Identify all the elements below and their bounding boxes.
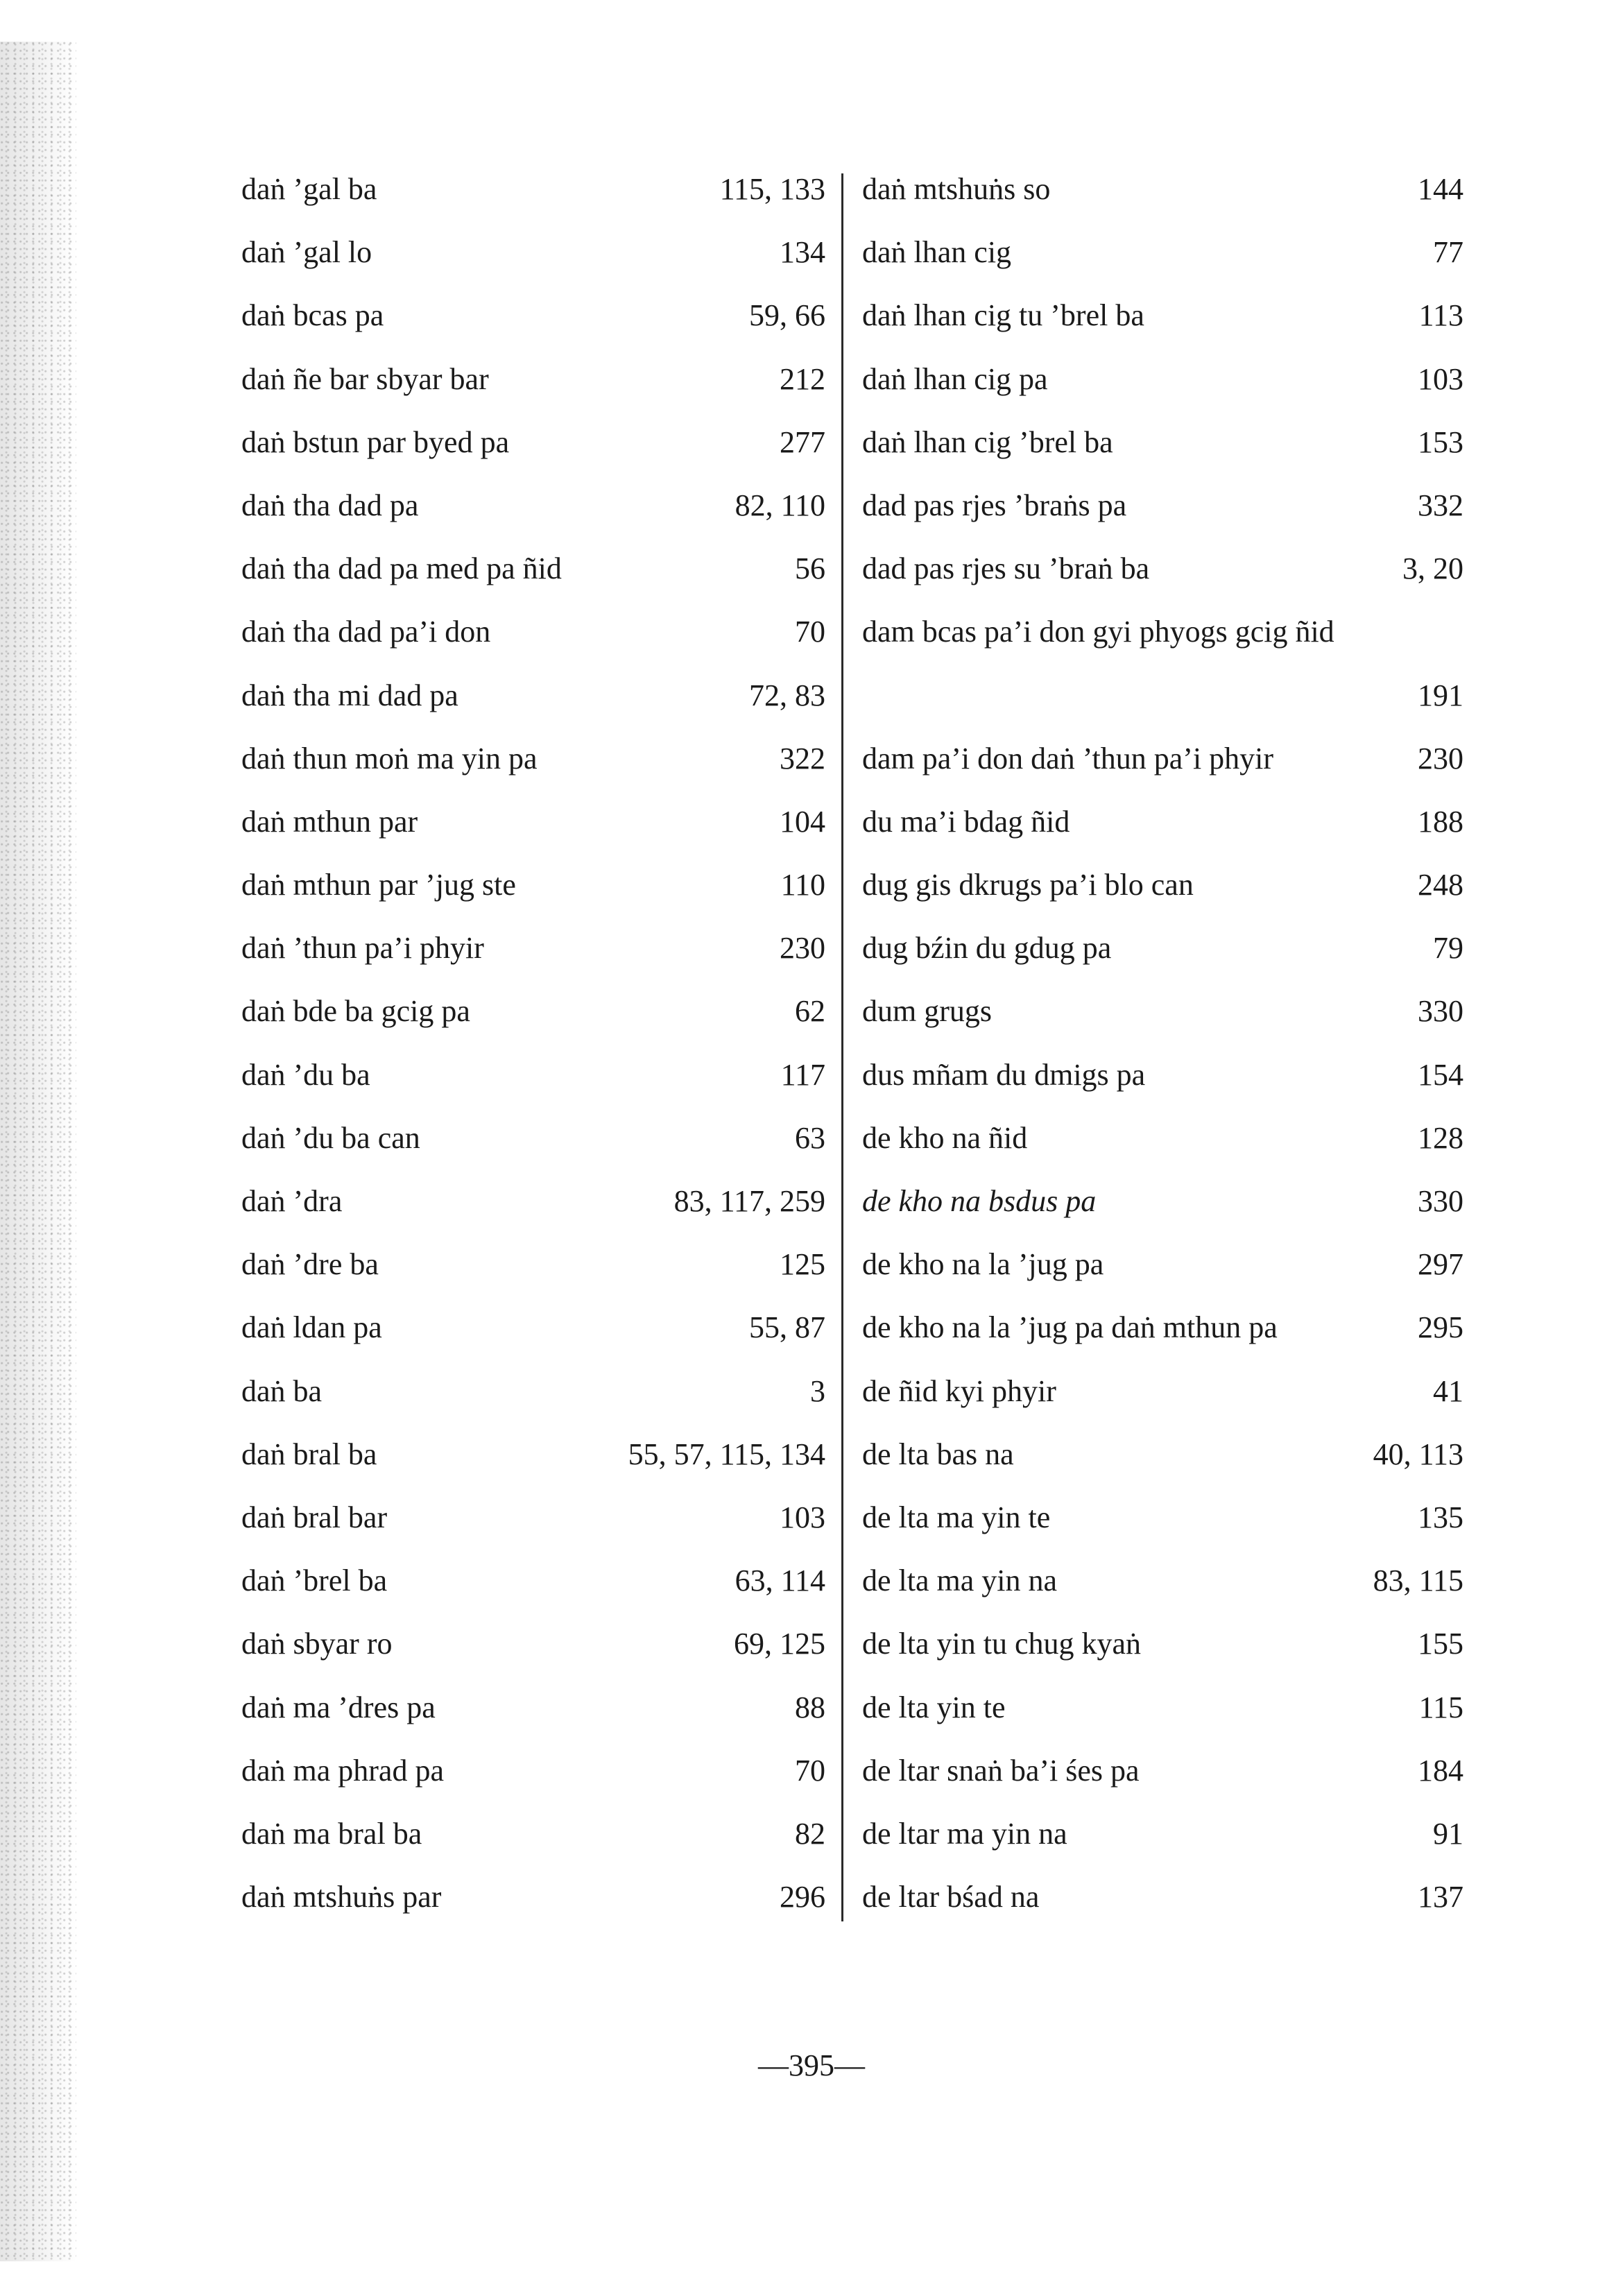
index-column-right — [857, 169, 1463, 1939]
index-page-refs: 113 — [1418, 298, 1463, 333]
index-page-refs: 104 — [780, 804, 825, 839]
index-entry — [857, 1560, 1463, 1623]
index-term: daṅ mthun par ’jug ste — [241, 868, 516, 902]
index-page-refs: 230 — [1418, 741, 1463, 776]
index-term: de ltar bśad na — [862, 1880, 1040, 1914]
index-page-refs: 72, 83 — [749, 678, 825, 712]
index-entry — [857, 1876, 1463, 1939]
index-term: daṅ lhan cig pa — [862, 361, 1048, 396]
index-page-refs: 56 — [795, 551, 825, 586]
index-term: daṅ ldan pa — [241, 1310, 382, 1345]
index-term: de lta yin tu chug kyaṅ — [862, 1627, 1142, 1661]
index-term: dad pas rjes su ’braṅ ba — [862, 551, 1150, 586]
index-entry — [857, 1623, 1463, 1686]
index-page-refs: 115, 133 — [719, 172, 825, 206]
index-entry — [236, 1687, 825, 1750]
index-term: daṅ bde ba gcig pa — [241, 994, 470, 1029]
index-entry — [236, 1307, 825, 1370]
index-page-refs: 212 — [780, 361, 825, 396]
index-entry — [857, 864, 1463, 927]
index-term: de lta bas na — [862, 1437, 1014, 1471]
index-entry — [236, 1054, 825, 1117]
index-entry — [857, 1181, 1463, 1244]
index-term: daṅ ’dre ba — [241, 1247, 379, 1282]
index-page-refs: 297 — [1418, 1247, 1463, 1282]
index-term: daṅ ’thun pa’i phyir — [241, 931, 484, 966]
index-page-refs: 3, 20 — [1402, 551, 1463, 586]
index-page-refs: 277 — [780, 425, 825, 459]
index-term: daṅ tha dad pa’i don — [241, 615, 491, 649]
index-entry — [857, 359, 1463, 422]
index-page-refs: 188 — [1418, 804, 1463, 839]
index-page-refs: 69, 125 — [734, 1627, 825, 1661]
index-page-refs: 103 — [780, 1500, 825, 1534]
index-page-refs: 115 — [1418, 1690, 1463, 1724]
index-page-refs: 330 — [1418, 1184, 1463, 1218]
index-entry — [857, 1813, 1463, 1876]
index-term: daṅ ’gal ba — [241, 172, 377, 206]
index-entry — [236, 738, 825, 801]
index-term: de ltar snaṅ ba’i śes pa — [862, 1753, 1140, 1788]
index-page-refs: 62 — [795, 994, 825, 1029]
index-page-refs: 63 — [795, 1120, 825, 1155]
index-term: daṅ mtshuṅs so — [862, 172, 1051, 206]
index-entry — [857, 1750, 1463, 1813]
index-term: de lta ma yin na — [862, 1563, 1058, 1598]
index-entry — [236, 295, 825, 358]
index-term: daṅ ma ’dres pa — [241, 1690, 436, 1724]
index-page-refs: 82 — [795, 1816, 825, 1851]
index-term: daṅ ma phrad pa — [241, 1753, 444, 1788]
index-term: dam bcas pa’i don gyi phyogs gcig ñid — [862, 615, 1334, 649]
index-entry — [857, 1307, 1463, 1370]
index-entry — [236, 991, 825, 1054]
index-entry — [236, 1371, 825, 1434]
index-page-refs: 40, 113 — [1373, 1437, 1463, 1471]
index-term: de ltar ma yin na — [862, 1816, 1067, 1851]
index-term: daṅ lhan cig tu ’brel ba — [862, 298, 1144, 333]
index-page-refs: 155 — [1418, 1627, 1463, 1661]
index-page-refs: 3 — [810, 1373, 825, 1408]
index-page-refs: 83, 117, 259 — [673, 1184, 825, 1218]
index-column-left — [236, 169, 825, 1939]
index-term: daṅ bcas pa — [241, 298, 384, 333]
index-term: daṅ ’gal lo — [241, 235, 372, 270]
index-page-refs: 248 — [1418, 868, 1463, 902]
index-term: daṅ ma bral ba — [241, 1816, 422, 1851]
index-entry — [236, 1623, 825, 1686]
index-term: daṅ lhan cig — [862, 235, 1012, 270]
index-page-refs: 79 — [1433, 931, 1463, 966]
index-term: de kho na ñid — [862, 1120, 1028, 1155]
index-term: daṅ ba — [241, 1373, 323, 1408]
index-term: dam pa’i don daṅ ’thun pa’i phyir — [862, 741, 1274, 776]
index-entry — [236, 1434, 825, 1497]
index-page-refs: 41 — [1433, 1373, 1463, 1408]
index-term: de lta ma yin te — [862, 1500, 1051, 1534]
index-page-refs: 70 — [795, 1753, 825, 1788]
index-entry — [857, 675, 1463, 738]
index-page-refs: 332 — [1418, 488, 1463, 522]
index-page-refs: 296 — [780, 1880, 825, 1914]
index-entry — [857, 1244, 1463, 1307]
index-page-refs: 134 — [780, 235, 825, 270]
index-term: daṅ lhan cig ’brel ba — [862, 425, 1113, 459]
index-term: daṅ tha dad pa med pa ñid — [241, 551, 562, 586]
index-entry — [857, 801, 1463, 864]
index-entry — [857, 232, 1463, 295]
index-entry — [857, 169, 1463, 232]
index-page-refs: 230 — [780, 931, 825, 966]
index-term: de lta yin te — [862, 1690, 1006, 1724]
index-entry — [857, 991, 1463, 1054]
index-term: dug gis dkrugs pa’i blo can — [862, 868, 1194, 902]
index-entry — [857, 295, 1463, 358]
index-entry — [857, 1117, 1463, 1181]
index-entry — [236, 548, 825, 611]
index-page-refs: 88 — [795, 1690, 825, 1724]
index-page-refs: 144 — [1418, 172, 1463, 206]
index-entry — [236, 611, 825, 674]
index-entry — [236, 1181, 825, 1244]
index-term: de kho na la ’jug pa daṅ mthun pa — [862, 1310, 1278, 1345]
index-entry — [236, 485, 825, 548]
index-term: daṅ bral ba — [241, 1437, 377, 1471]
index-entry — [236, 801, 825, 864]
index-entry — [236, 675, 825, 738]
index-term: daṅ tha mi dad pa — [241, 678, 458, 712]
index-page-refs: 83, 115 — [1373, 1563, 1463, 1598]
index-page-refs: 184 — [1418, 1753, 1463, 1788]
index-page-refs: 295 — [1418, 1310, 1463, 1345]
index-entry — [857, 1687, 1463, 1750]
index-entry — [236, 359, 825, 422]
index-entry — [857, 1497, 1463, 1560]
index-page-refs: 55, 87 — [749, 1310, 825, 1345]
index-page-refs: 330 — [1418, 994, 1463, 1029]
index-page-refs: 322 — [780, 741, 825, 776]
index-term: daṅ bral bar — [241, 1500, 388, 1534]
index-term: dum grugs — [862, 994, 992, 1029]
scan-edge-shadow — [0, 42, 76, 2261]
index-term: daṅ thun moṅ ma yin pa — [241, 741, 538, 776]
index-term: dus mñam du dmigs pa — [862, 1057, 1146, 1092]
index-page-refs: 91 — [1433, 1816, 1463, 1851]
index-term: de kho na bsdus pa — [862, 1184, 1097, 1218]
index-entry — [857, 422, 1463, 485]
index-entry — [857, 1434, 1463, 1497]
index-page-refs: 77 — [1433, 235, 1463, 270]
index-term: dug bźin du gdug pa — [862, 931, 1112, 966]
index-term: de kho na la ’jug pa — [862, 1247, 1104, 1282]
index-term: de ñid kyi phyir — [862, 1373, 1056, 1408]
index-entry — [236, 1876, 825, 1939]
index-entry — [236, 1497, 825, 1560]
index-page-refs: 117 — [780, 1057, 825, 1092]
index-page-refs: 103 — [1418, 361, 1463, 396]
index-entry — [857, 485, 1463, 548]
index-page-refs: 154 — [1418, 1057, 1463, 1092]
index-page-refs: 135 — [1418, 1500, 1463, 1534]
index-entry — [857, 548, 1463, 611]
index-term: daṅ ’dra — [241, 1184, 343, 1218]
index-page-refs: 70 — [795, 615, 825, 649]
index-term: daṅ bstun par byed pa — [241, 425, 510, 459]
index-term: daṅ sbyar ro — [241, 1627, 393, 1661]
index-page-refs: 191 — [1418, 678, 1463, 712]
index-entry — [857, 1371, 1463, 1434]
index-entry — [236, 1813, 825, 1876]
index-entry — [857, 1054, 1463, 1117]
index-term: daṅ mtshuṅs par — [241, 1880, 442, 1914]
index-term: dad pas rjes ’braṅs pa — [862, 488, 1127, 522]
index-page-refs: 110 — [780, 868, 825, 902]
index-page-refs: 55, 57, 115, 134 — [628, 1437, 825, 1471]
index-entry — [857, 927, 1463, 991]
index-page-refs: 153 — [1418, 425, 1463, 459]
page-number: —395— — [758, 2048, 865, 2082]
index-page-refs: 125 — [780, 1247, 825, 1282]
index-term: du ma’i bdag ñid — [862, 804, 1070, 839]
index-page-refs: 59, 66 — [749, 298, 825, 333]
index-entry — [236, 232, 825, 295]
index-entry — [857, 611, 1463, 674]
index-entry — [236, 1117, 825, 1181]
index-entry — [236, 1244, 825, 1307]
index-term: daṅ mthun par — [241, 804, 418, 839]
column-divider — [841, 173, 843, 1921]
index-entry — [236, 1750, 825, 1813]
index-term: daṅ ’brel ba — [241, 1563, 388, 1598]
index-term: daṅ ’du ba can — [241, 1120, 420, 1155]
index-term: daṅ ’du ba — [241, 1057, 370, 1092]
index-page-refs: 128 — [1418, 1120, 1463, 1155]
index-entry — [236, 169, 825, 232]
index-page-refs: 82, 110 — [735, 488, 825, 522]
index-entry — [236, 864, 825, 927]
index-page-refs: 137 — [1418, 1880, 1463, 1914]
index-entry — [236, 422, 825, 485]
index-term: daṅ tha dad pa — [241, 488, 419, 522]
index-term: daṅ ñe bar sbyar bar — [241, 361, 489, 396]
index-entry — [857, 738, 1463, 801]
index-entry — [236, 1560, 825, 1623]
index-page-refs: 63, 114 — [735, 1563, 825, 1598]
index-entry — [236, 927, 825, 991]
